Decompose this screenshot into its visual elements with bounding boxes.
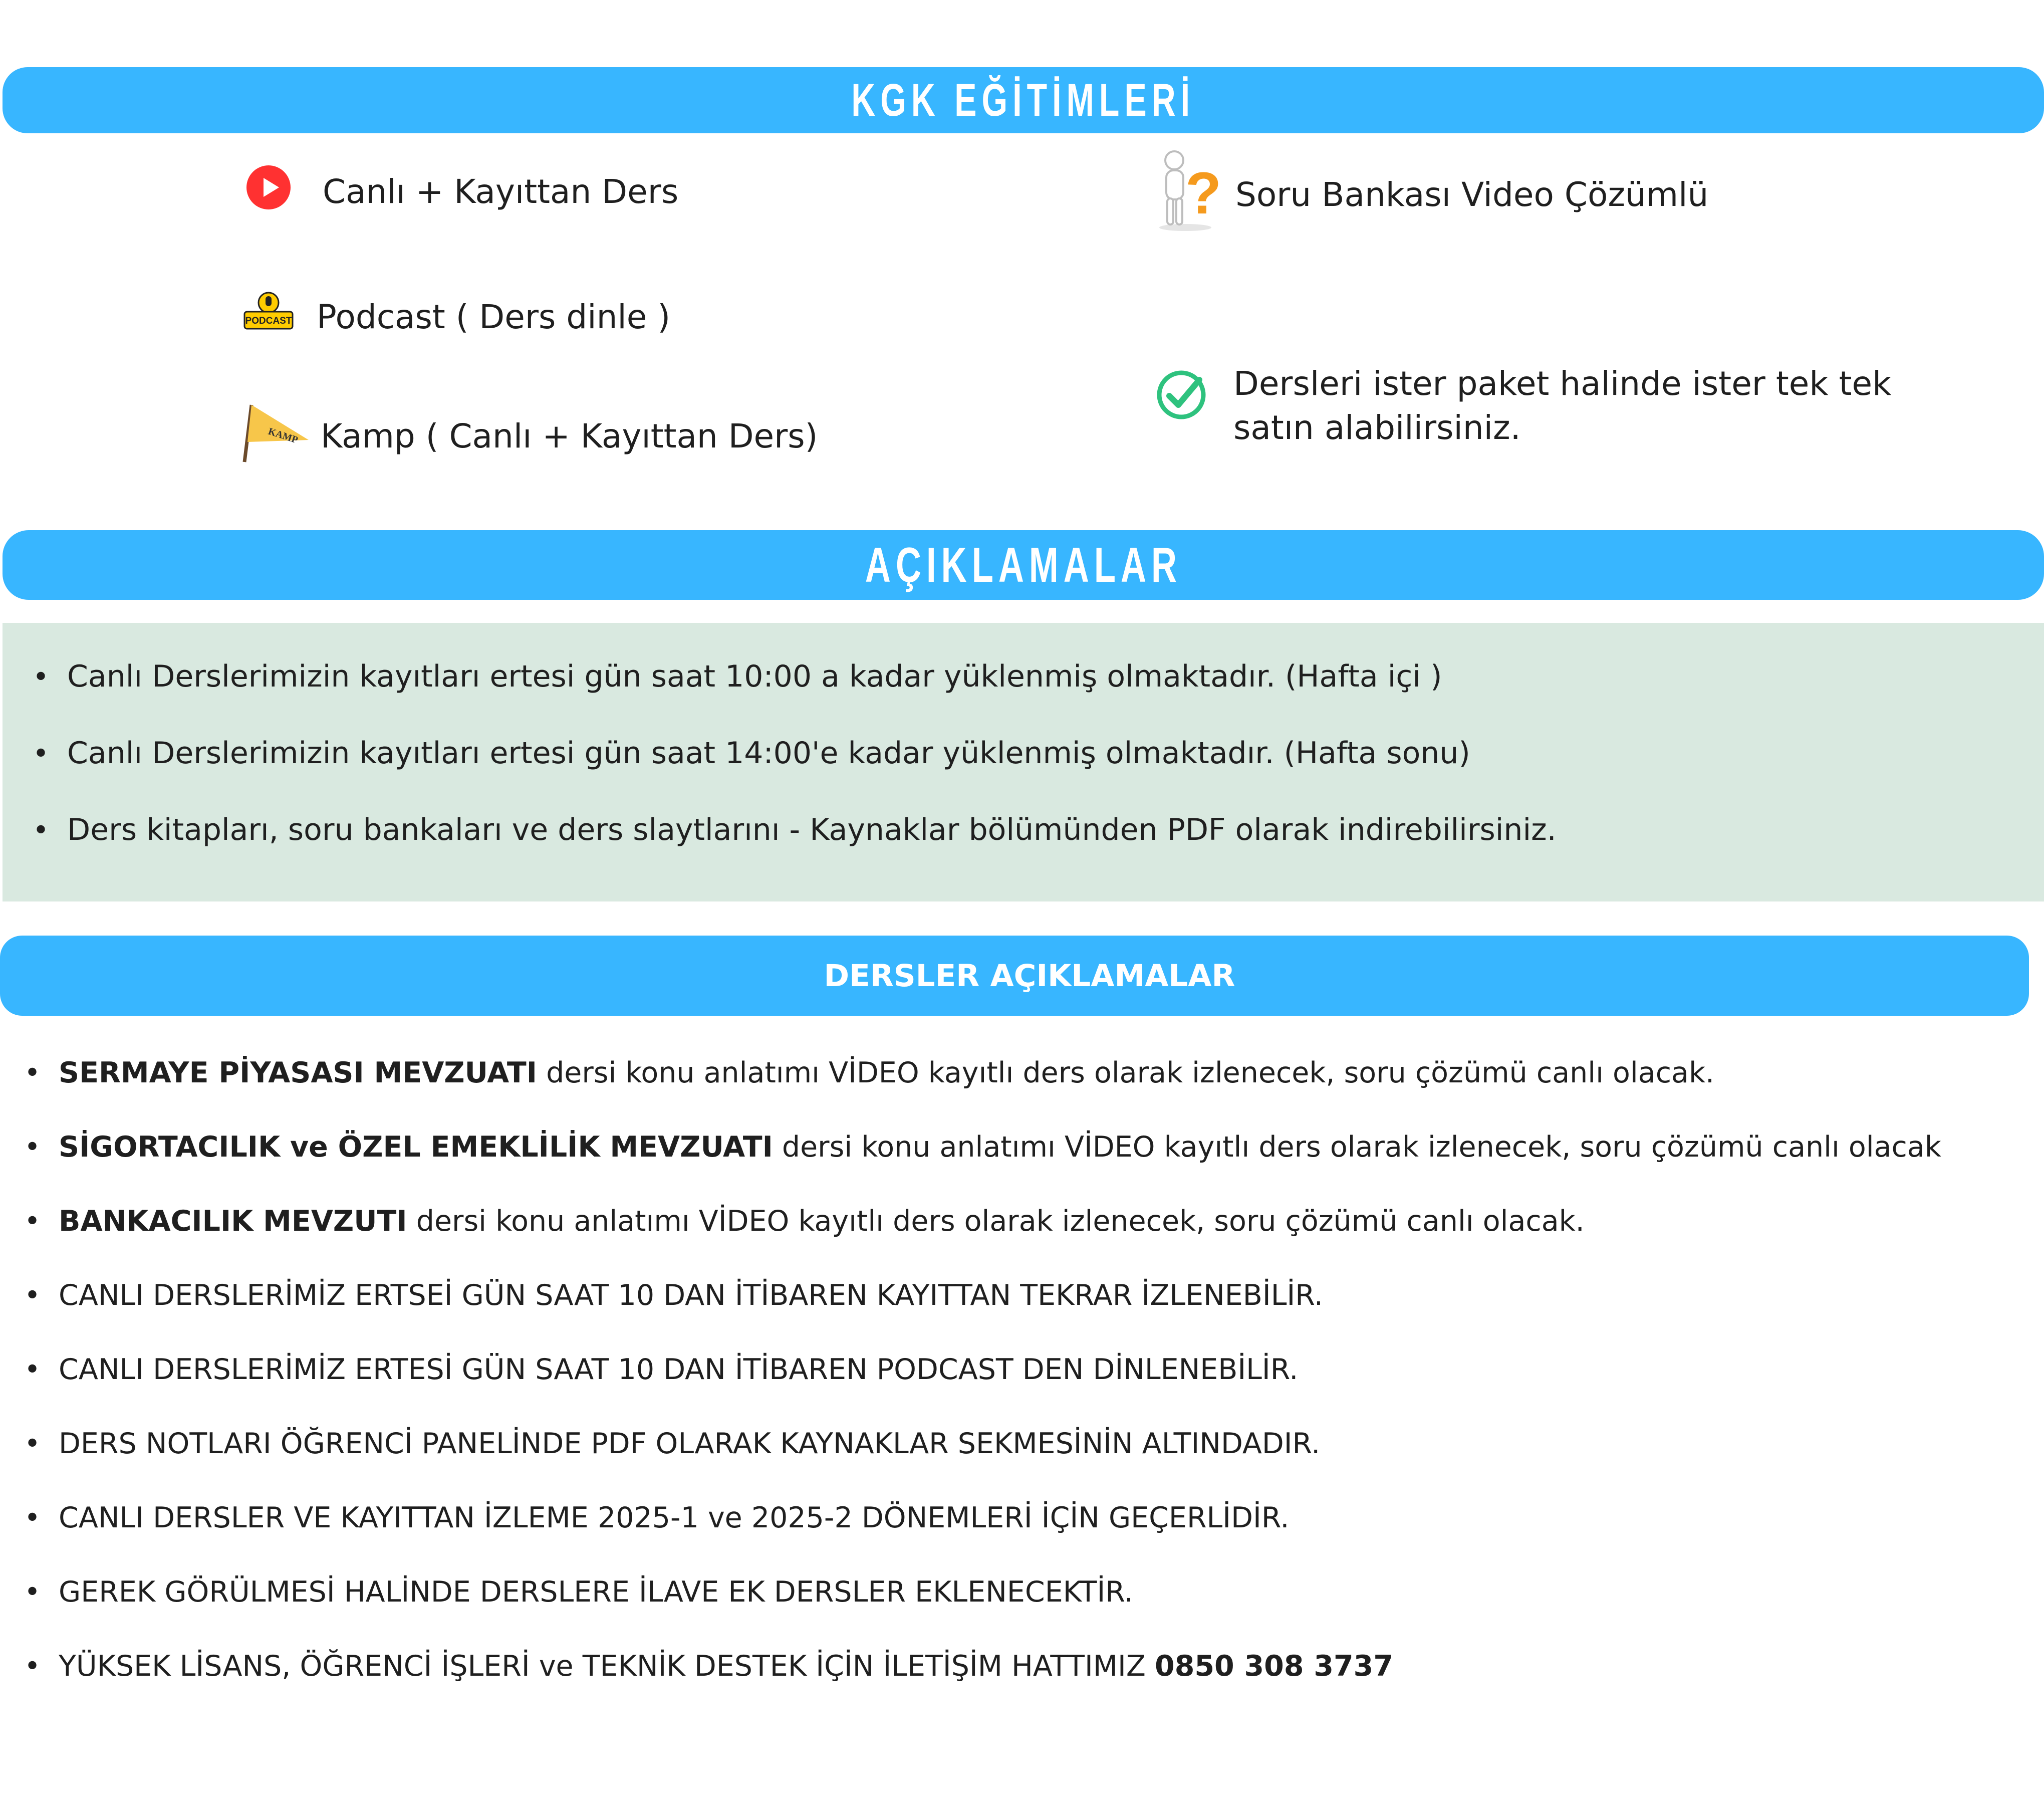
podcast-icon <box>242 292 295 342</box>
feature-label: Canlı + Kayıttan Ders <box>323 172 679 211</box>
feature-label: Kamp ( Canlı + Kayıttan Ders) <box>321 416 818 456</box>
aciklamalar-banner <box>3 530 2044 600</box>
list-item: • Canlı Derslerimizin kayıtları ertesi gün saat 14:00'e kadar yüklenmiş olmaktadır. (Hafta sonu) <box>33 736 1470 771</box>
svg-text:PODCAST: PODCAST <box>245 316 292 326</box>
course-title: SİGORTACILIK ve ÖZEL EMEKLİLİK MEVZUATI <box>59 1130 773 1164</box>
svg-text:?: ? <box>1185 160 1222 227</box>
list-item: • SİGORTACILIK ve ÖZEL EMEKLİLİK MEVZUATI dersi konu anlatımı VİDEO kayıtlı ders olarak izlenecek, soru çözümü canlı olacak <box>24 1130 1941 1164</box>
svg-text:KAMP: KAMP <box>267 425 300 446</box>
feature-label-line2: satın alabilirsiniz. <box>1233 408 1521 447</box>
aciklamalar-box <box>3 623 2044 901</box>
check-circle-icon <box>1155 369 1207 423</box>
feature-paket <box>1233 362 1891 450</box>
feature-live-recorded <box>245 164 678 218</box>
youtube-play-icon <box>245 164 292 218</box>
dersler-aciklamalar-banner <box>0 936 2029 1016</box>
banner-title: AÇIKLAMALAR <box>865 537 1182 592</box>
list-item: • Ders kitapları, soru bankaları ve ders slaytlarını - Kaynaklar bölümünden PDF olarak indirebilirsiniz. <box>33 812 1557 847</box>
list-item: • BANKACILIK MEVZUTI dersi konu anlatımı VİDEO kayıtlı ders olarak izlenecek, soru çözümü canlı olacak. <box>24 1205 1585 1238</box>
list-item: • CANLI DERSLERİMİZ ERTSEİ GÜN SAAT 10 DAN İTİBAREN KAYITTAN TEKRAR İZLENEBİLİR. <box>24 1279 1323 1312</box>
camp-flag-icon <box>240 401 311 471</box>
feature-label-line1: Dersleri ister paket halinde ister tek tek <box>1233 364 1892 403</box>
list-item: • Canlı Derslerimizin kayıtları ertesi gün saat 10:00 a kadar yüklenmiş olmaktadır. (Hafta içi ) <box>33 659 1442 694</box>
feature-soru-bankasi <box>1155 149 1708 240</box>
course-title: SERMAYE PİYASASI MEVZUATI <box>59 1056 537 1089</box>
feature-label: Soru Bankası Video Çözümlü <box>1235 175 1709 214</box>
course-title: BANKACILIK MEVZUTI <box>59 1205 407 1238</box>
question-person-icon <box>1155 149 1225 240</box>
list-item: • YÜKSEK LİSANS, ÖĞRENCİ İŞLERİ ve TEKNİK DESTEK İÇİN İLETİŞİM HATTIMIZ 0850 308 3737 <box>24 1650 1393 1683</box>
banner-title: DERSLER AÇIKLAMALAR <box>824 958 1235 994</box>
feature-podcast <box>242 292 670 342</box>
list-item: • CANLI DERSLERİMİZ ERTESİ GÜN SAAT 10 DAN İTİBAREN PODCAST DEN DİNLENEBİLİR. <box>24 1353 1299 1386</box>
list-item: • GEREK GÖRÜLMESİ HALİNDE DERSLERE İLAVE EK DERSLER EKLENECEKTİR. <box>24 1575 1133 1609</box>
banner-title: KGK EĞİTİMLERİ <box>851 74 1195 126</box>
list-item: • SERMAYE PİYASASI MEVZUATI dersi konu anlatımı VİDEO kayıtlı ders olarak izlenecek, soru çözümü canlı olacak. <box>24 1056 1715 1089</box>
kgk-egitimleri-banner <box>3 67 2044 133</box>
list-item: • DERS NOTLARI ÖĞRENCİ PANELİNDE PDF OLARAK KAYNAKLAR SEKMESİNİN ALTINDADIR. <box>24 1427 1321 1460</box>
list-item: • CANLI DERSLER VE KAYITTAN İZLEME 2025-1 ve 2025-2 DÖNEMLERİ İÇİN GEÇERLİDİR. <box>24 1501 1290 1534</box>
feature-kamp <box>240 401 818 471</box>
phone-number: 0850 308 3737 <box>1155 1650 1393 1683</box>
feature-label: Podcast ( Ders dinle ) <box>317 297 671 336</box>
